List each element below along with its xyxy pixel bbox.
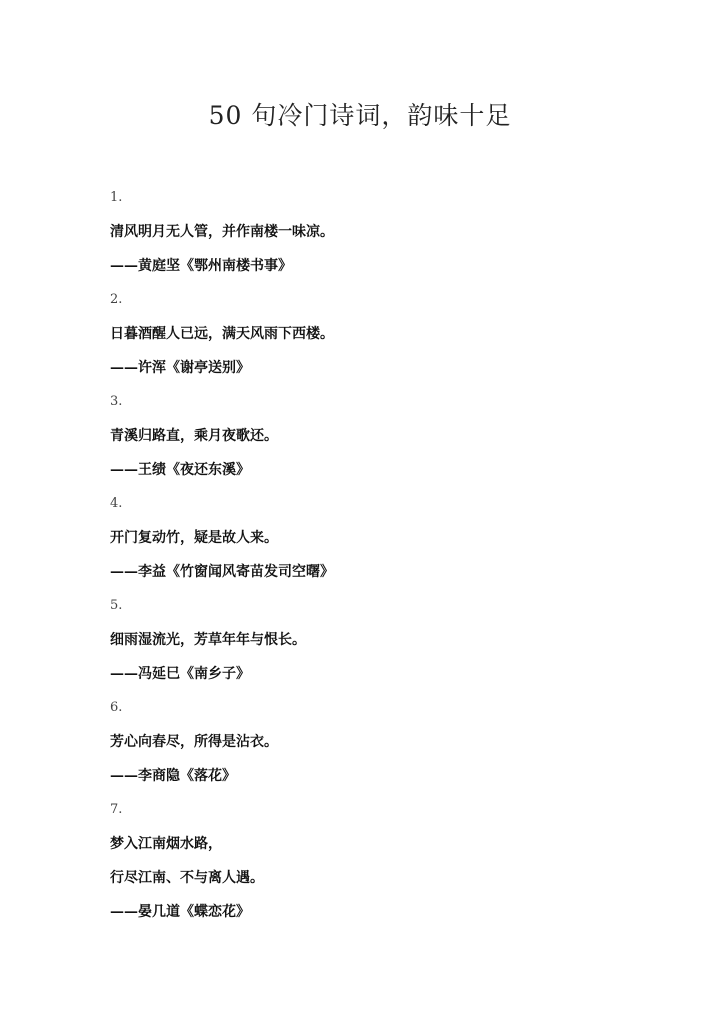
entry-number: 7.	[110, 802, 123, 817]
poem-source: ——王绩《夜还东溪》	[110, 462, 250, 478]
poem-entry-2	[110, 290, 670, 392]
verse-line: 行尽江南、不与离人遇。	[110, 870, 264, 886]
poem-entry-7	[110, 800, 670, 936]
entry-number: 6.	[110, 700, 123, 715]
poem-source: ——晏几道《蝶恋花》	[110, 904, 250, 920]
poem-source: ——李商隐《落花》	[110, 768, 236, 784]
verse-line: 青溪归路直，乘月夜歌还。	[110, 428, 278, 444]
poem-list	[110, 188, 670, 936]
entry-number: 5.	[110, 598, 123, 613]
verse-line: 开门复动竹，疑是故人来。	[110, 530, 278, 546]
verse-line: 梦入江南烟水路，	[110, 836, 222, 852]
poem-entry-6	[110, 698, 670, 800]
poem-source: ——李益《竹窗闻风寄苗发司空曙》	[110, 564, 334, 580]
poem-entry-5	[110, 596, 670, 698]
verse-line: 日暮酒醒人已远，满天风雨下西楼。	[110, 326, 334, 342]
poem-source: ——冯延巳《南乡子》	[110, 666, 250, 682]
entry-number: 4.	[110, 496, 123, 511]
entry-number: 2.	[110, 292, 123, 307]
poem-entry-3	[110, 392, 670, 494]
poem-entry-1	[110, 188, 670, 290]
verse-line: 清风明月无人管，并作南楼一味凉。	[110, 224, 334, 240]
document-title: 50 句冷门诗词，韵味十足	[208, 101, 512, 130]
poem-source: ——许浑《谢亭送别》	[110, 360, 250, 376]
verse-line: 细雨湿流光，芳草年年与恨长。	[110, 632, 306, 648]
entry-number: 3.	[110, 394, 123, 409]
poem-source: ——黄庭坚《鄂州南楼书事》	[110, 258, 292, 274]
entry-number: 1.	[110, 190, 123, 205]
poem-entry-4	[110, 494, 670, 596]
verse-line: 芳心向春尽，所得是沾衣。	[110, 734, 278, 750]
